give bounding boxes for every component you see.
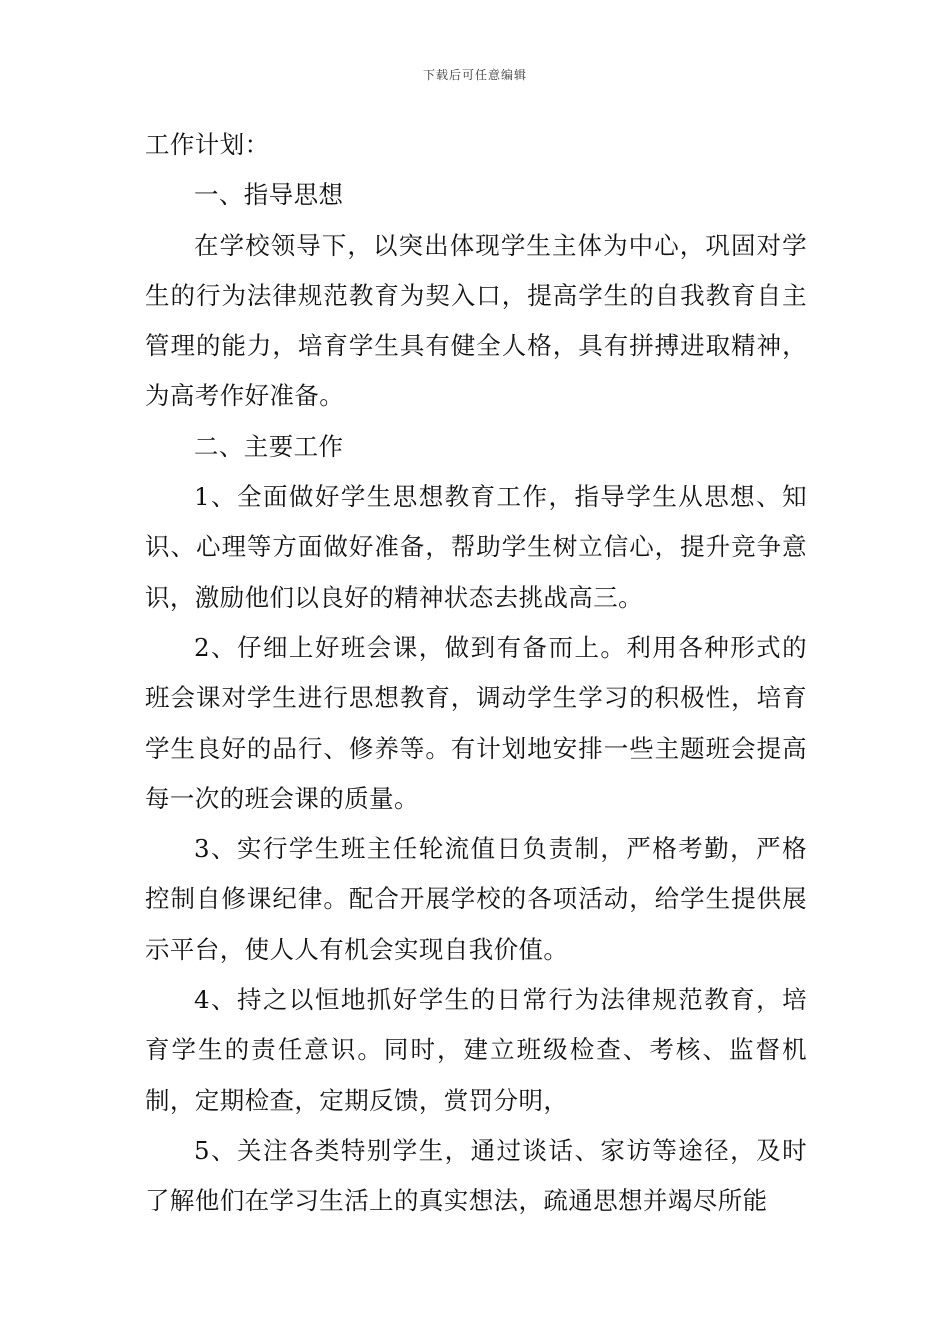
- paragraph-guiding-thought: 在学校领导下，以突出体现学生主体为中心，巩固对学生的行为法律规范教育为契入口，提高学生的自我教育自主管理的能力，培育学生具有健全人格，具有拼搏进取精神，为高考作好准备。: [145, 230, 807, 411]
- work-item-4: 4、持之以恒地抓好学生的日常行为法律规范教育，培育学生的责任意识。同时，建立班级检查、考核、监督机制，定期检查，定期反馈，赏罚分明，: [145, 985, 807, 1115]
- work-item-1: 1、全面做好学生思想教育工作，指导学生从思想、知识、心理等方面做好准备，帮助学生树立信心，提升竞争意识，激励他们以良好的精神状态去挑战高三。: [145, 482, 807, 612]
- document-body: [145, 120, 807, 1227]
- work-item-5: 5、关注各类特别学生，通过谈话、家访等途径，及时了解他们在学习生活上的真实想法，疏通思想并竭尽所能: [145, 1135, 807, 1216]
- section-heading-main-work: 二、主要工作: [194, 431, 344, 461]
- section-heading-guiding-thought: 一、指导思想: [194, 180, 344, 210]
- header-note: 下载后可任意编辑: [422, 68, 527, 82]
- work-item-3: 3、实行学生班主任轮流值日负责制，严格考勤，严格控制自修课纪律。配合开展学校的各项活动，给学生提供展示平台，使人人有机会实现自我价值。: [145, 834, 807, 964]
- work-item-2: 2、仔细上好班会课，做到有备而上。利用各种形式的班会课对学生进行思想教育，调动学生学习的积极性，培育学生良好的品行、修养等。有计划地安排一些主题班会提高每一次的班会课的质量。: [145, 632, 807, 813]
- document-title: 工作计划：: [145, 130, 270, 159]
